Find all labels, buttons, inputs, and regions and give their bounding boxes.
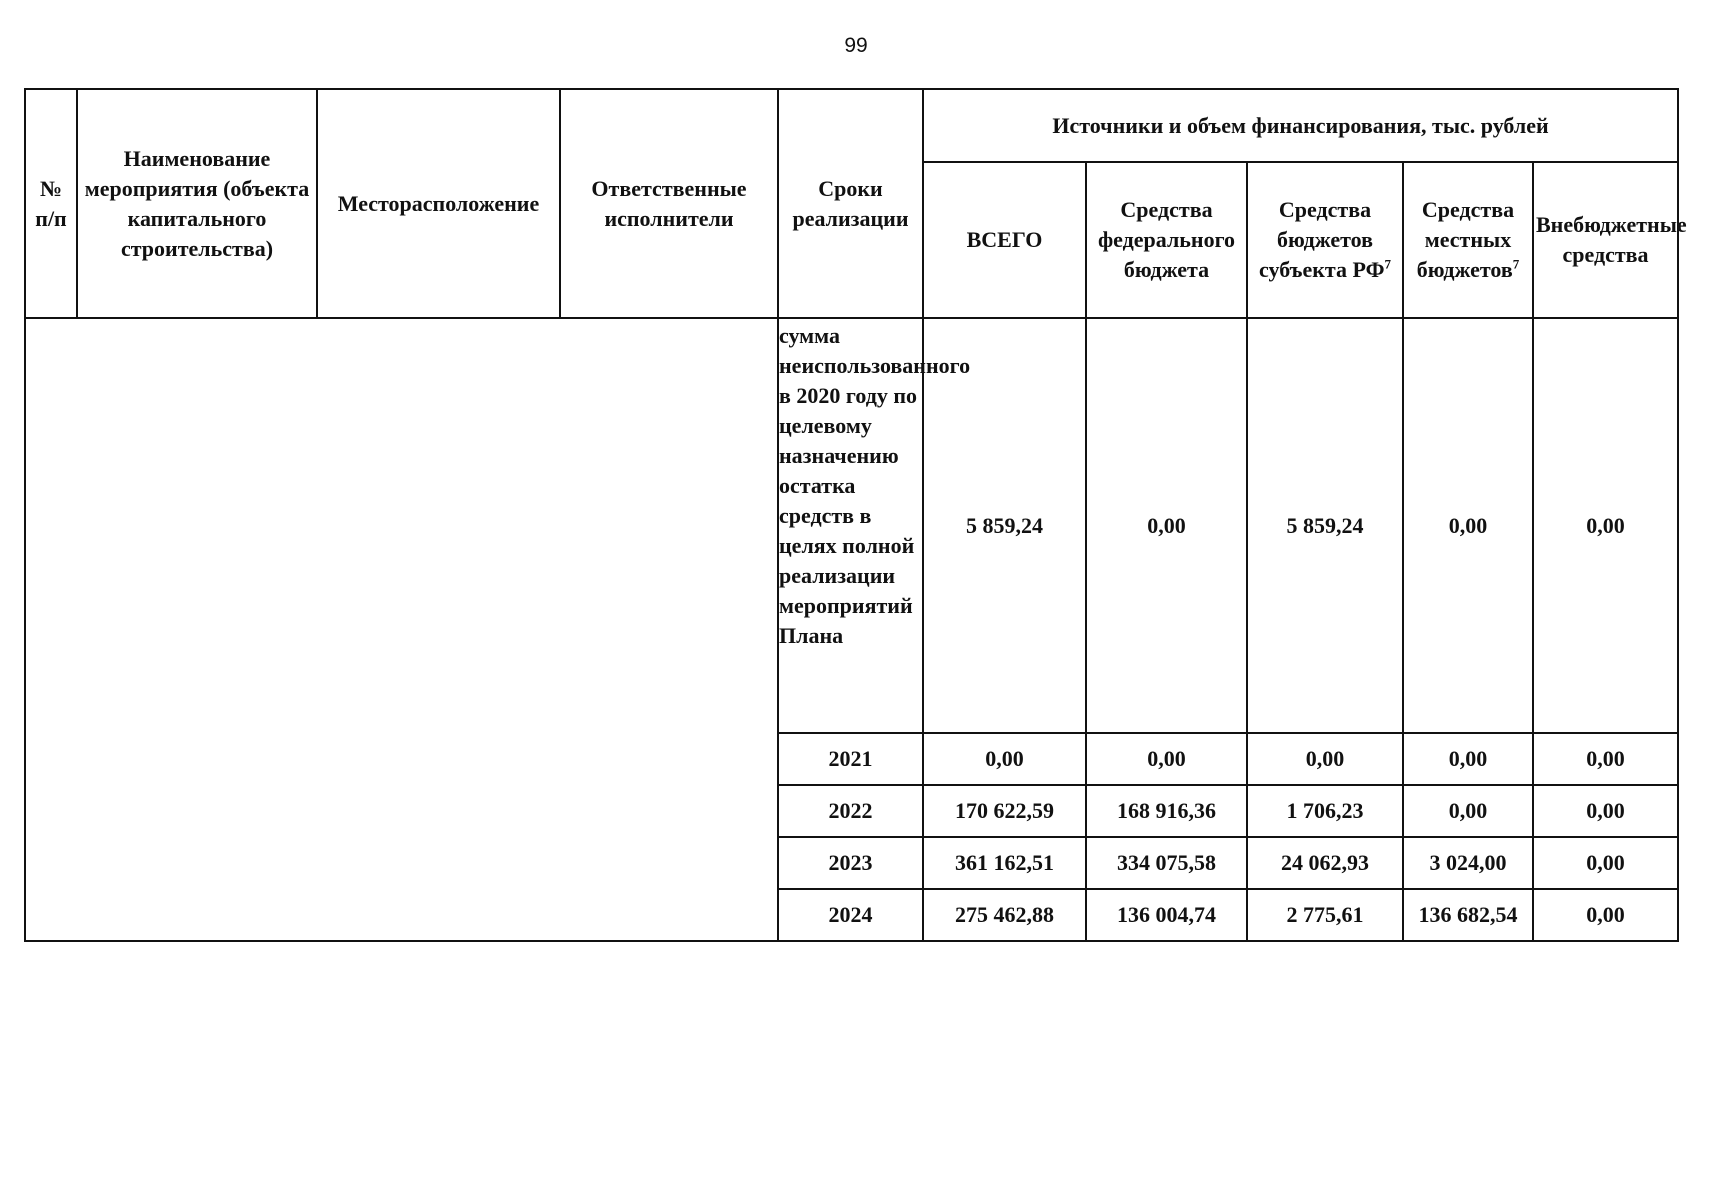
header-local: [1403, 162, 1533, 318]
header-period: Сроки реализации: [778, 89, 923, 318]
cell-federal: 0,00: [1086, 318, 1247, 733]
cell-regional: 2 775,61: [1247, 889, 1403, 941]
table-row: [25, 318, 1678, 733]
page-number: 99: [844, 34, 868, 57]
header-regional-footnote: 7: [1384, 256, 1391, 272]
cell-regional: 0,00: [1247, 733, 1403, 785]
cell-extra: 0,00: [1533, 318, 1678, 733]
header-row-top: [25, 89, 1678, 162]
merged-blank-cell: [25, 318, 778, 941]
cell-period: 2023: [778, 837, 923, 889]
cell-extra: 0,00: [1533, 837, 1678, 889]
header-federal: Средства федерального бюджета: [1086, 162, 1247, 318]
cell-federal: 136 004,74: [1086, 889, 1247, 941]
header-local-footnote: 7: [1512, 256, 1520, 272]
header-num: № п/п: [25, 89, 77, 318]
cell-total: 0,00: [923, 733, 1086, 785]
cell-local: 0,00: [1403, 318, 1533, 733]
cell-extra: 0,00: [1533, 785, 1678, 837]
cell-extra: 0,00: [1533, 733, 1678, 785]
cell-local: 0,00: [1403, 733, 1533, 785]
header-total: ВСЕГО: [923, 162, 1086, 318]
header-regional-label: Средства бюджетов субъекта РФ: [1259, 197, 1385, 282]
header-regional: [1247, 162, 1403, 318]
header-responsible: Ответственные исполнители: [560, 89, 778, 318]
cell-regional: 24 062,93: [1247, 837, 1403, 889]
cell-period: 2024: [778, 889, 923, 941]
cell-total: 170 622,59: [923, 785, 1086, 837]
cell-federal: 168 916,36: [1086, 785, 1247, 837]
cell-total: 275 462,88: [923, 889, 1086, 941]
header-local-label: Средства местных бюджетов: [1416, 197, 1515, 282]
cell-local: 136 682,54: [1403, 889, 1533, 941]
cell-total: 361 162,51: [923, 837, 1086, 889]
cell-federal: 0,00: [1086, 733, 1247, 785]
header-extra: Внебюджетные средства: [1533, 162, 1678, 318]
financing-table: [24, 88, 1687, 942]
header-sources-group: Источники и объем финансирования, тыс. рублей: [923, 89, 1678, 162]
cell-period: сумма неиспользованного в 2020 году по целевому назначению остатка средств в целях полной реализации мероприятий Плана: [778, 318, 923, 733]
cell-local: 0,00: [1403, 785, 1533, 837]
cell-total: 5 859,24: [923, 318, 1086, 733]
cell-period: 2022: [778, 785, 923, 837]
cell-regional: 5 859,24: [1247, 318, 1403, 733]
header-name: Наименование мероприятия (объекта капитального строительства): [77, 89, 317, 318]
cell-federal: 334 075,58: [1086, 837, 1247, 889]
header-location: Месторасположение: [317, 89, 560, 318]
cell-regional: 1 706,23: [1247, 785, 1403, 837]
cell-extra: 0,00: [1533, 889, 1678, 941]
cell-local: 3 024,00: [1403, 837, 1533, 889]
cell-period: 2021: [778, 733, 923, 785]
